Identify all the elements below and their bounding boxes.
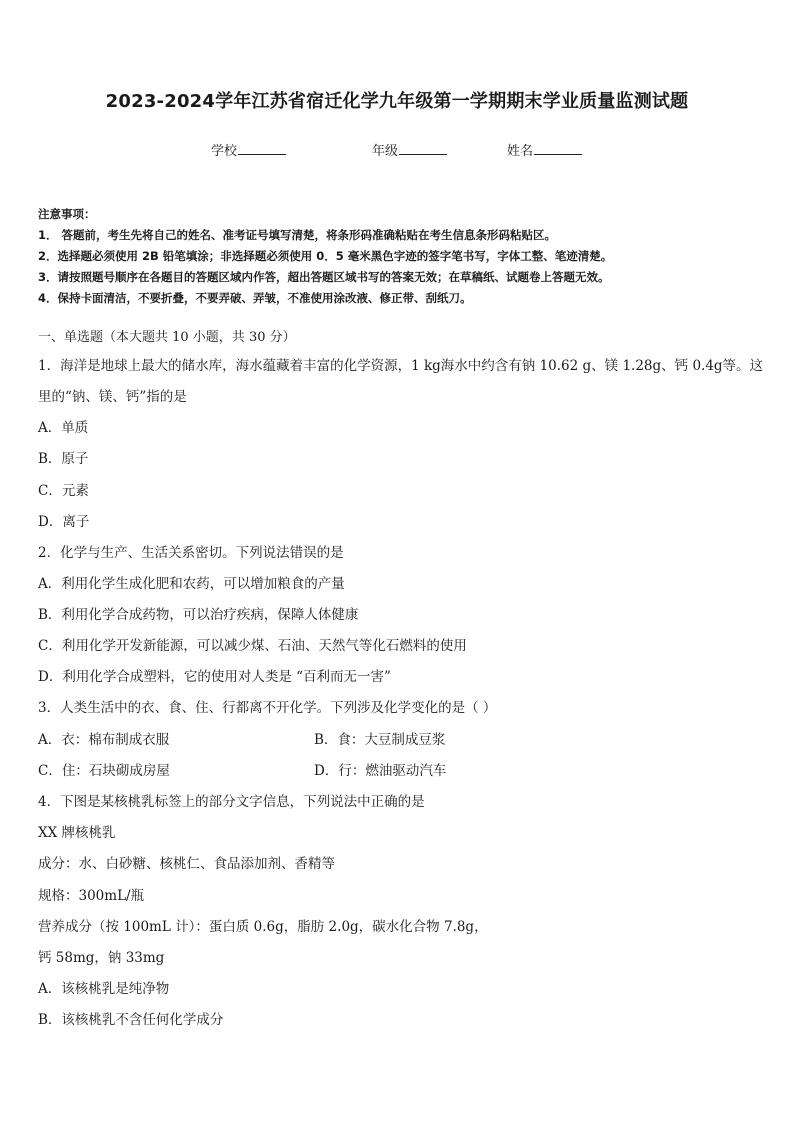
- q2-option-d: D．利用化学合成塑料，它的使用对人类是 “百利而无一害”: [38, 669, 391, 685]
- q1-stem-line2: 里的“钠、镁、钙”指的是: [38, 389, 187, 405]
- grade-label: 年级: [372, 144, 399, 159]
- school-label: 学校: [211, 144, 238, 159]
- q4-option-b: B．该核桃乳不含任何化学成分: [38, 1012, 224, 1028]
- notice-item: 2．选择题必须使用 2B 铅笔填涂；非选择题必须使用 0．5 毫米黑色字迹的签字笔书写，字体工整、笔迹清楚。: [38, 249, 613, 263]
- q1-stem-line1: 1．海洋是地球上最大的储水库，海水蕴藏着丰富的化学资源，1 kg海水中约含有钠 10.62 g、镁 1.28g、钙 0.4g等。这: [38, 358, 764, 374]
- q4-option-a: A．该核桃乳是纯净物: [38, 981, 170, 997]
- notice-item: 1． 答题前，考生先将自己的姓名、准考证号填写清楚，将条形码准确粘贴在考生信息条形码粘贴区。: [38, 228, 556, 242]
- q1-option-c: C．元素: [38, 483, 89, 499]
- q1-option-b: B．原子: [38, 451, 89, 467]
- notice-item: 4．保持卡面清洁，不要折叠，不要弄破、弄皱，不准使用涂改液、修正带、刮纸刀。: [38, 291, 472, 305]
- q4-label-spec: 规格：300mL/瓶: [38, 888, 145, 904]
- q4-label-ingredients: 成分：水、白砂糖、核桃仁、食品添加剂、香精等: [38, 856, 335, 872]
- q3-option-d: D．行：燃油驱动汽车: [314, 763, 447, 779]
- q3-option-b: B．食：大豆制成豆浆: [314, 732, 446, 748]
- notice-item: 3．请按照题号顺序在各题目的答题区域内作答，超出答题区域书写的答案无效；在草稿纸、试题卷上答题无效。: [38, 270, 610, 284]
- school-field[interactable]: [211, 140, 286, 159]
- name-blank[interactable]: [534, 142, 582, 155]
- name-field[interactable]: [507, 140, 582, 159]
- notice-block: [38, 204, 612, 309]
- q2-option-b: B．利用化学合成药物，可以治疗疾病，保障人体健康: [38, 607, 359, 623]
- q1-option-d: D．离子: [38, 514, 90, 530]
- q2-option-c: C．利用化学开发新能源，可以减少煤、石油、天然气等化石燃料的使用: [38, 638, 467, 654]
- q3-option-c: C．住：石块砌成房屋: [38, 763, 170, 779]
- q4-stem: 4．下图是某核桃乳标签上的部分文字信息，下列说法中正确的是: [38, 794, 425, 810]
- q3-stem: 3．人类生活中的衣、食、住、行都离不开化学。下列涉及化学变化的是（ ）: [38, 700, 497, 716]
- grade-field[interactable]: [372, 140, 447, 159]
- grade-blank[interactable]: [399, 142, 447, 155]
- q4-label-brand: XX 牌核桃乳: [38, 825, 116, 841]
- notice-heading: 注意事项：: [38, 207, 96, 221]
- name-label: 姓名: [507, 144, 534, 159]
- exam-title: 2023-2024学年江苏省宿迁化学九年级第一学期期末学业质量监测试题: [105, 91, 689, 112]
- q4-label-nutrition: 营养成分（按 100mL 计）：蛋白质 0.6g，脂肪 2.0g，碳水化合物 7.8g，: [38, 919, 488, 935]
- q3-option-a: A．衣：棉布制成衣服: [38, 732, 170, 748]
- school-blank[interactable]: [238, 142, 286, 155]
- q1-option-a: A．单质: [38, 420, 89, 436]
- section-heading: 一、单选题（本大题共 10 小题，共 30 分）: [38, 330, 296, 345]
- q2-option-a: A．利用化学生成化肥和农药，可以增加粮食的产量: [38, 576, 345, 592]
- q2-stem: 2．化学与生产、生活关系密切。下列说法错误的是: [38, 545, 344, 561]
- q4-label-minerals: 钙 58mg，钠 33mg: [38, 950, 165, 966]
